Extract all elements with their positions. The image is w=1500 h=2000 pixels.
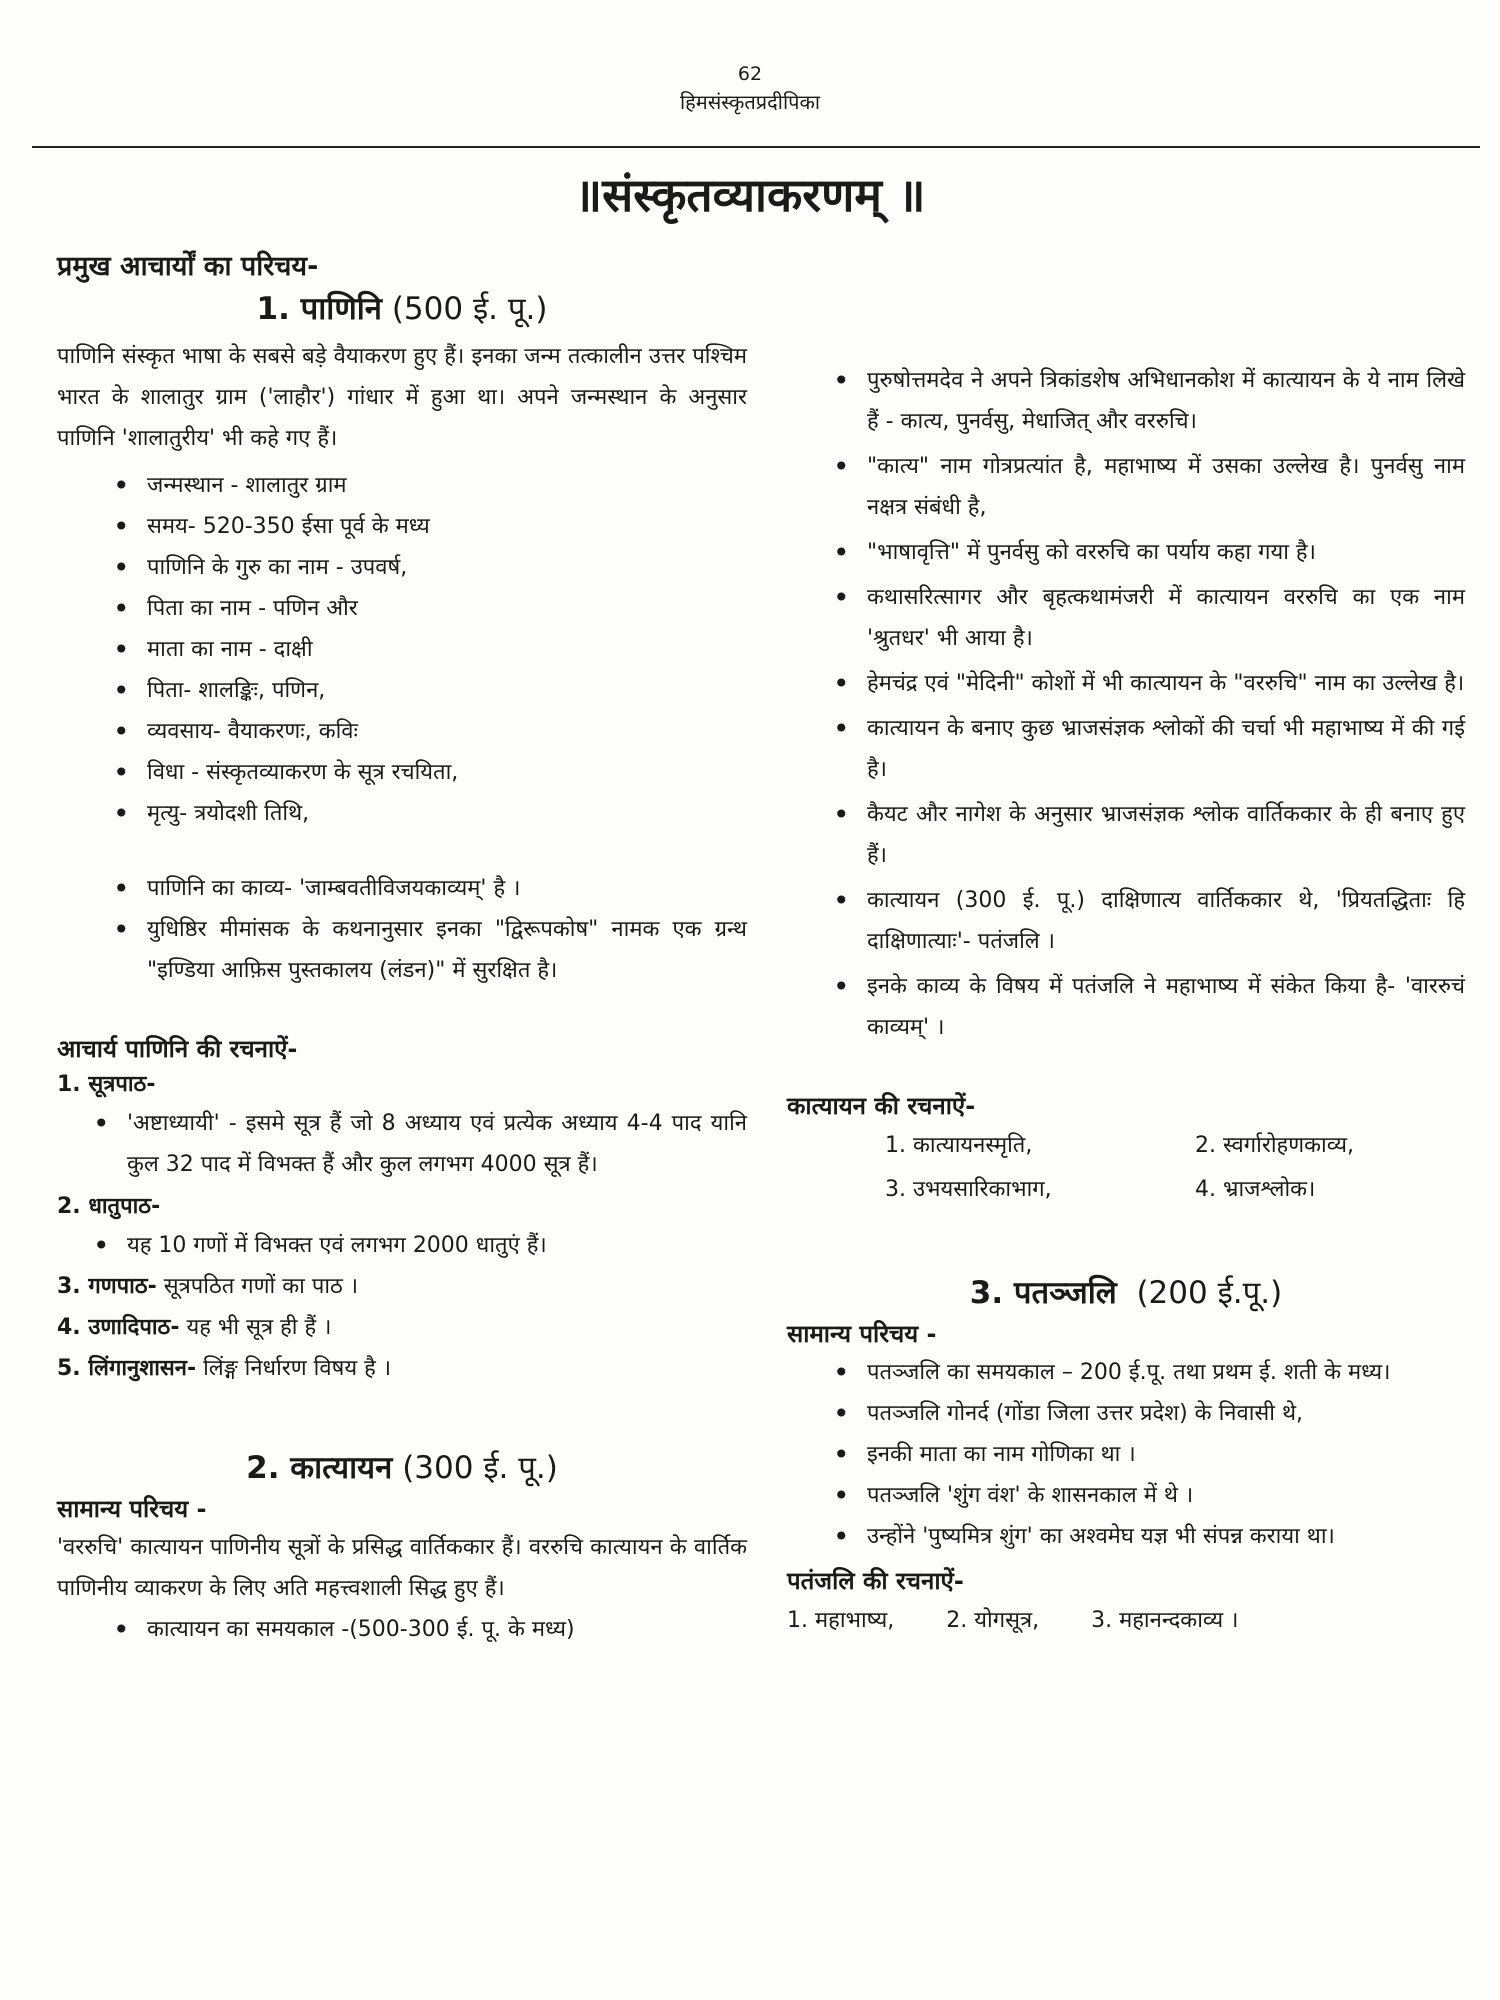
katyayana-name: 2. कात्यायन [246, 1450, 393, 1486]
list-item: 3. उभयसारिकाभाग, [885, 1177, 1052, 1202]
patanjali-subheading: सामान्य परिचय - [787, 1320, 937, 1348]
list-item: 2. स्वर्गारोहणकाव्य, [1195, 1133, 1355, 1158]
panini-intro: पाणिनि संस्कृत भाषा के सबसे बड़े वैयाकरण हुए हैं। इनका जन्म तत्कालीन उत्तर पश्चिम भारत के शालातुर ग्राम ('लाहौर') गांधार में हुआ था। अपने जन्मस्थान के अनुसार पाणिनि 'शालातुरीय' भी कहे गए हैं। [57, 344, 747, 451]
ganapath-line [57, 1266, 747, 1307]
unadi-text: यह भी सूत्र ही हैं । [179, 1315, 332, 1340]
list-item: • पिता- शालङ्किः, पणिन, [57, 670, 747, 711]
sutrapath-list [57, 1103, 747, 1185]
katyayana-works-grid [787, 1124, 1465, 1212]
panini-works-heading: आचार्य पाणिनि की रचनाऐं- [57, 1035, 298, 1063]
katyayana-intro: 'वररुचि' कात्यायन पाणिनीय सूत्रों के प्रसिद्ध वार्तिककार हैं। वररुचि कात्यायन के वार्तिक पाणिनीय व्याकरण के लिए अति महत्त्वशाली सिद्ध हुए हैं। [57, 1535, 747, 1601]
unadi-label: 4. उणादिपाठ- [57, 1315, 180, 1340]
list-item: • यह 10 गणों में विभक्त एवं लगभग 2000 धातुएं हैं। [57, 1225, 747, 1266]
sutrapath-label: 1. सूत्रपाठ- [57, 1072, 156, 1097]
panini-heading [57, 286, 747, 332]
list-item: • समय- 520-350 ईसा पूर्व के मध्य [57, 506, 747, 547]
ganapath-text: सूत्रपठित गणों का पाठ । [156, 1274, 359, 1299]
list-item: • विधा - संस्कृतव्याकरण के सूत्र रचयिता, [57, 752, 747, 793]
patanjali-date: (200 ई.पू.) [1116, 1275, 1283, 1311]
patanjali-works-heading: पतंजलि की रचनाऐं- [787, 1567, 964, 1595]
ganapath-label: 3. गणपाठ- [57, 1274, 157, 1299]
dhatupath-list [57, 1225, 747, 1266]
dhatupath-label: 2. धातुपाठ- [57, 1194, 161, 1219]
patanjali-bullets-list [787, 1352, 1465, 1557]
list-item: 3. महानन्दकाव्य । [1091, 1608, 1239, 1633]
list-item: • पाणिनि के गुरु का नाम - उपवर्ष, [57, 547, 747, 588]
patanjali-works-row [787, 1599, 1465, 1643]
list-item: • माता का नाम - दाक्षी [57, 629, 747, 670]
katyayana-works-heading: कात्यायन की रचनाऐं- [787, 1092, 976, 1120]
book-title: हिमसंस्कृतप्रदीपिका [679, 90, 821, 114]
list-item: • उन्होंने 'पुष्यमित्र शुंग' का अश्वमेघ यज्ञ भी संपन्न कराया था। [787, 1516, 1465, 1557]
list-item: • "कात्य" नाम गोत्रप्रत्यांत है, महाभाष्य में उसका उल्लेख है। पुनर्वसु नाम नक्षत्र संबंधी है, [787, 446, 1465, 528]
list-item: • "भाषावृत्ति" में पुनर्वसु को वररुचि का पर्याय कहा गया है। [787, 532, 1465, 573]
katyayana-subheading: सामान्य परिचय - [57, 1495, 207, 1523]
list-item: • पिता का नाम - पणिन और [57, 588, 747, 629]
linga-text: लिंङ्ग निर्धारण विषय है । [196, 1356, 392, 1381]
list-item: • युधिष्ठिर मीमांसक के कथनानुसार इनका "द्विरूपकोष" नामक एक ग्रन्थ "इण्डिया आफ़िस पुस्तकालय (लंडन)" में सुरक्षित है। [57, 909, 747, 991]
patanjali-heading [787, 1270, 1465, 1316]
list-item: • कथासरित्सागर और बृहत्कथामंजरी में कात्यायन वररुचि का एक नाम 'श्रुतधर' भी आया है। [787, 577, 1465, 659]
page-header [0, 62, 1500, 118]
list-item: • पतञ्जलि 'शुंग वंश' के शासनकाल में थे । [787, 1475, 1465, 1516]
list-item: • कात्यायन के बनाए कुछ भ्राजसंज्ञक श्लोकों की चर्चा भी महाभाष्य में की गई है। [787, 708, 1465, 790]
unadi-line [57, 1307, 747, 1348]
linga-label: 5. लिंगानुशासन- [57, 1356, 197, 1381]
panini-date: (500 ई. पू.) [381, 291, 548, 327]
main-title: ॥संस्कृतव्याकरणम् ॥ [574, 168, 926, 222]
section-heading: प्रमुख आचार्यों का परिचय- [57, 251, 319, 282]
right-column [787, 360, 1465, 1643]
katyayana-date: (300 ई. पू.) [392, 1450, 558, 1486]
list-item: 1. कात्यायनस्मृति, [885, 1133, 1033, 1158]
linga-line [57, 1348, 747, 1389]
list-item: 2. योगसूत्र, [946, 1608, 1040, 1633]
list-item: • कात्यायन का समयकाल -(500-300 ई. पू. के मध्य) [57, 1609, 747, 1650]
list-item: • इनकी माता का नाम गोणिका था । [787, 1434, 1465, 1475]
header-rule [32, 146, 1480, 148]
list-item: • पतञ्जलि गोनर्द (गोंडा जिला उत्तर प्रदेश) के निवासी थे, [787, 1393, 1465, 1434]
list-item: • कात्यायन (300 ई. पू.) दाक्षिणात्य वार्तिककार थे, 'प्रियतद्धिताः हि दाक्षिणात्याः'- पतंजलि । [787, 880, 1465, 962]
list-item: 1. महाभाष्य, [787, 1608, 895, 1633]
katyayana-time-list [57, 1609, 747, 1650]
page-number: 62 [737, 63, 763, 85]
panini-name: 1. पाणिनि [256, 291, 382, 327]
list-item: • 'अष्टाध्यायी' - इसमे सूत्र हैं जो 8 अध्याय एवं प्रत्येक अध्याय 4-4 पाद यानि कुल 32 पाद में विभक्त हैं और कुल लगभग 4000 सूत्र हैं। [57, 1103, 747, 1185]
patanjali-name: 3. पतञ्जलि [969, 1275, 1117, 1311]
list-item: • पुरुषोत्तमदेव ने अपने त्रिकांडशेष अभिधानकोश में कात्यायन के ये नाम लिखे हैं - कात्य, पुनर्वसु, मेधाजित् और वररुचि। [787, 360, 1465, 442]
list-item: • कैयट और नागेश के अनुसार भ्राजसंज्ञक श्लोक वार्तिककार के ही बनाए हुए हैं। [787, 794, 1465, 876]
list-item: • पतञ्जलि का समयकाल – 200 ई.पू. तथा प्रथम ई. शती के मध्य। [787, 1352, 1465, 1393]
katyayana-bullets-list [787, 360, 1465, 1048]
katyayana-heading [57, 1445, 747, 1491]
list-item: • हेमचंद्र एवं "मेदिनी" कोशों में भी कात्यायन के "वररुचि" नाम का उल्लेख है। [787, 663, 1465, 704]
list-item: • व्यवसाय- वैयाकरणः, कविः [57, 711, 747, 752]
left-column [57, 248, 747, 1650]
list-item: • पाणिनि का काव्य- 'जाम्बवतीविजयकाव्यम्' है । [57, 868, 747, 909]
list-item: • मृत्यु- त्रयोदशी तिथि, [57, 793, 747, 834]
list-item: 4. भ्राजश्लोक। [1195, 1177, 1316, 1202]
list-item: • इनके काव्य के विषय में पतंजलि ने महाभाष्य में संकेत किया है- 'वाररुचं काव्यम्' । [787, 966, 1465, 1048]
panini-facts-list [57, 465, 747, 834]
panini-extra-list [57, 868, 747, 991]
list-item: • जन्मस्थान - शालातुर ग्राम [57, 465, 747, 506]
